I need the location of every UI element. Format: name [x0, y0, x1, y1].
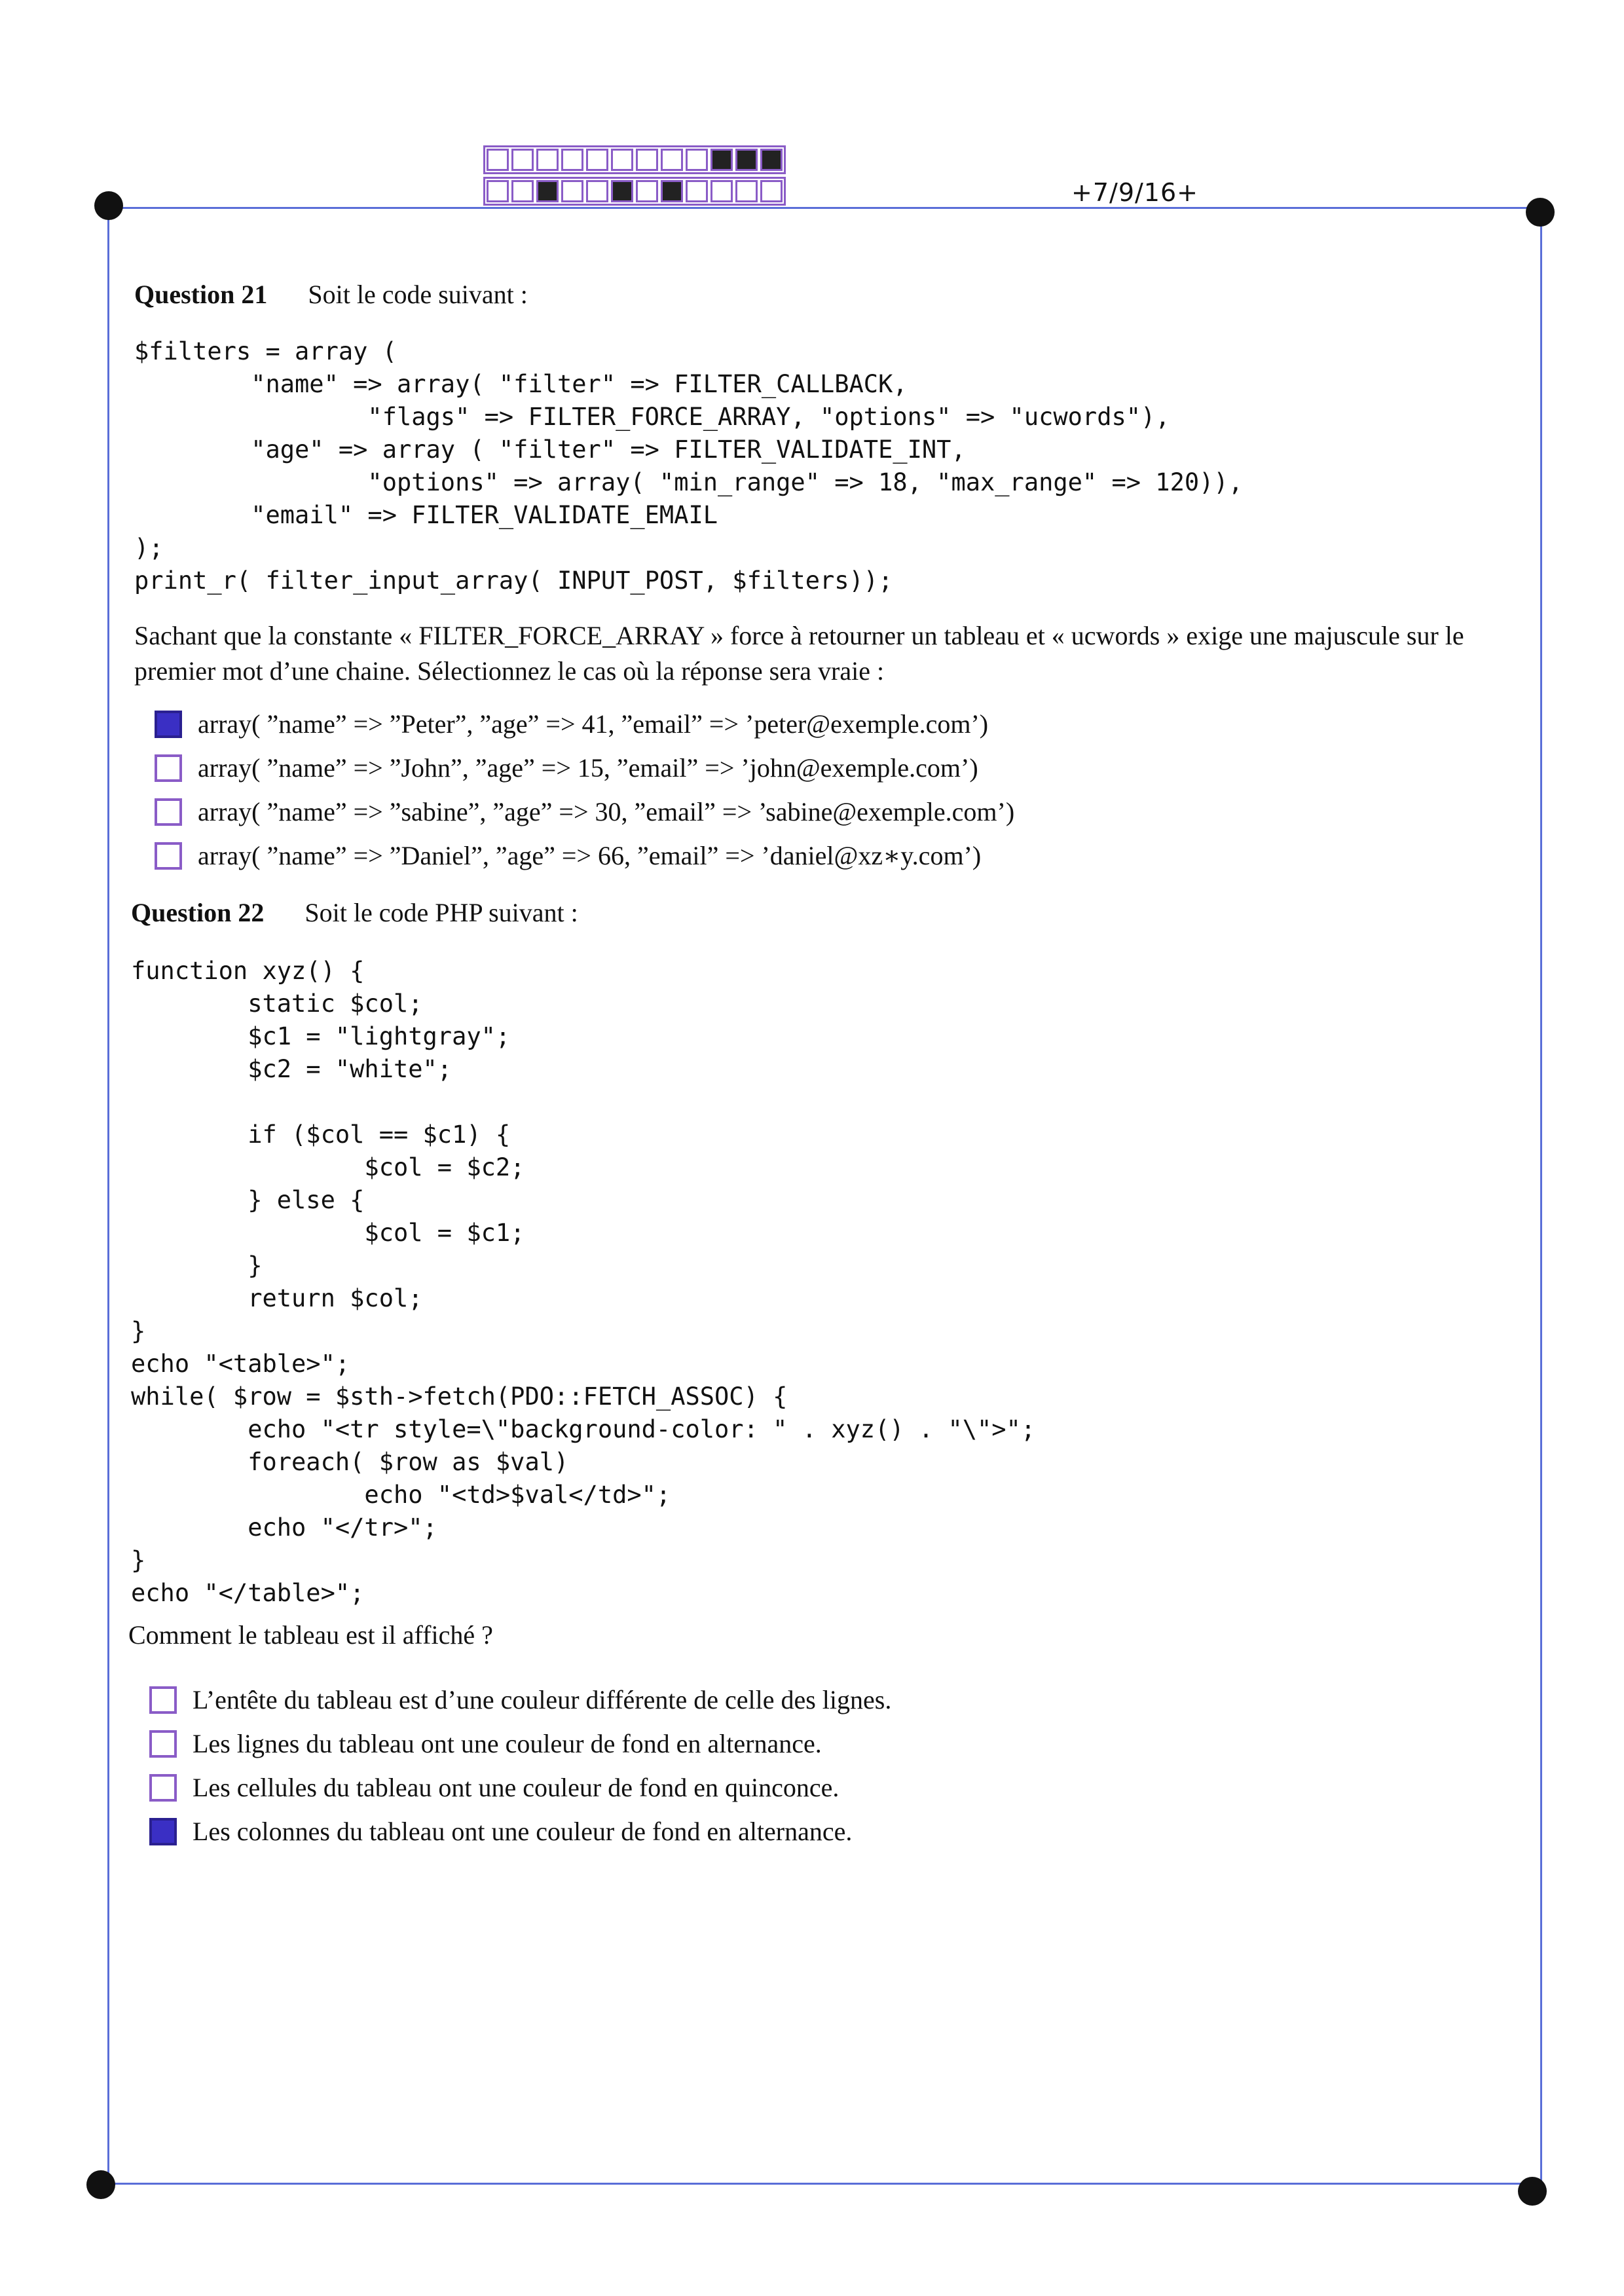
answer-label: array( ”name” => ”Daniel”, ”age” => 66, ”email” => ’daniel@xz∗y.com’) [198, 841, 982, 870]
id-grid-cell [611, 180, 633, 202]
id-grid-cell [487, 149, 509, 171]
frame-right-line [1540, 207, 1542, 2185]
id-grid-cell [536, 149, 559, 171]
answer-option[interactable] [149, 1766, 891, 1809]
answer-label: Les cellules du tableau ont une couleur de fond en quinconce. [193, 1773, 840, 1802]
answer-label: array( ”name” => ”Peter”, ”age” => 41, ”email” => ’peter@exemple.com’) [198, 709, 989, 739]
corner-dot-top-right [1526, 198, 1555, 227]
id-grid-cell [636, 149, 658, 171]
answer-option[interactable] [155, 702, 1014, 746]
answer-option[interactable] [155, 746, 1014, 790]
answer-label: Les lignes du tableau ont une couleur de fond en alternance. [193, 1729, 822, 1758]
question-21-text: Sachant que la constante « FILTER_FORCE_ARRAY » force à retourner un tableau et « ucwords » exige une majuscule sur le premier mot d’une chaine. Sélectionnez le cas où la réponse sera vraie : [134, 621, 1464, 686]
answer-label: L’entête du tableau est d’une couleur différente de celle des lignes. [193, 1685, 892, 1714]
id-grid-cell [487, 180, 509, 202]
question-22-code: function xyz() { static $col; $c1 = "lightgray"; $c2 = "white"; if ($col == $c1) { $col = $c2; } else { $col = $c1; } return $col; } echo "<table>"; while( $row = $sth->fetch(PDO::FETCH_ASSOC) { echo "<tr style=\"background-color: " . xyz() . "\">"; foreach( $row as $val) echo "<td>$val</td>"; echo "</tr>"; } echo "</table>"; [131, 957, 1036, 1607]
answer-checkbox[interactable] [155, 842, 182, 870]
id-code-grid-bottom [483, 177, 786, 206]
page-code: +7/9/16+ [1071, 178, 1198, 207]
answer-option[interactable] [149, 1722, 891, 1766]
id-grid-cell [661, 149, 683, 171]
question-22-question: Comment le tableau est il affiché ? [128, 1620, 493, 1650]
id-grid-cell [710, 149, 733, 171]
answer-option[interactable] [155, 834, 1014, 878]
frame-bottom-line [105, 2183, 1539, 2185]
id-grid-cell [561, 180, 583, 202]
corner-dot-bottom-left [86, 2170, 115, 2199]
id-grid-cell [686, 180, 708, 202]
answer-option[interactable] [155, 790, 1014, 834]
question-21-answers [155, 702, 1014, 878]
question-21-code: $filters = array ( "name" => array( "filter" => FILTER_CALLBACK, "flags" => FILTER_FORCE_ARRAY, "options" => "ucwords"), "age" => array ( "filter" => FILTER_VALIDATE_INT, "options" => array( "min_range" => 18, "max_range" => 120)), "email" => FILTER_VALIDATE_EMAIL ); print_r( filter_input_array( INPUT_POST, $filters)); [134, 337, 1243, 595]
id-grid-cell [636, 180, 658, 202]
answer-checkbox[interactable] [149, 1686, 177, 1714]
answer-checkbox[interactable] [155, 798, 182, 826]
question-intro: Soit le code suivant : [308, 280, 528, 309]
answer-checkbox[interactable] [149, 1730, 177, 1758]
answer-checkbox[interactable] [155, 711, 182, 738]
id-grid-cell [735, 149, 758, 171]
id-grid-cell [561, 149, 583, 171]
corner-dot-top-left [94, 191, 123, 220]
id-grid-cell [536, 180, 559, 202]
question-label: Question 22 [131, 898, 265, 927]
id-grid-cell [760, 180, 783, 202]
answer-checkbox[interactable] [155, 754, 182, 782]
answer-label: array( ”name” => ”sabine”, ”age” => 30, ”email” => ’sabine@exemple.com’) [198, 797, 1015, 826]
answer-checkbox[interactable] [149, 1818, 177, 1845]
id-grid-cell [586, 149, 608, 171]
answer-checkbox[interactable] [149, 1774, 177, 1802]
id-grid-cell [710, 180, 733, 202]
id-grid-cell [661, 180, 683, 202]
corner-dot-bottom-right [1518, 2177, 1547, 2206]
frame-left-line [107, 207, 109, 2185]
id-grid-cell [611, 149, 633, 171]
answer-label: Les colonnes du tableau ont une couleur de fond en alternance. [193, 1817, 853, 1846]
id-grid-cell [760, 149, 783, 171]
question-22-heading [131, 897, 578, 928]
id-grid-cell [686, 149, 708, 171]
id-grid-cell [586, 180, 608, 202]
id-grid-cell [735, 180, 758, 202]
answer-label: array( ”name” => ”John”, ”age” => 15, ”email” => ’john@exemple.com’) [198, 753, 978, 783]
question-21-heading [134, 279, 528, 310]
answer-option[interactable] [149, 1809, 891, 1853]
id-grid-cell [511, 180, 534, 202]
question-intro: Soit le code PHP suivant : [304, 898, 578, 927]
frame-top-line [111, 207, 1543, 209]
question-label: Question 21 [134, 280, 268, 309]
id-code-grid-top [483, 145, 786, 174]
answer-option[interactable] [149, 1678, 891, 1722]
id-grid-cell [511, 149, 534, 171]
question-22-answers [149, 1678, 891, 1853]
